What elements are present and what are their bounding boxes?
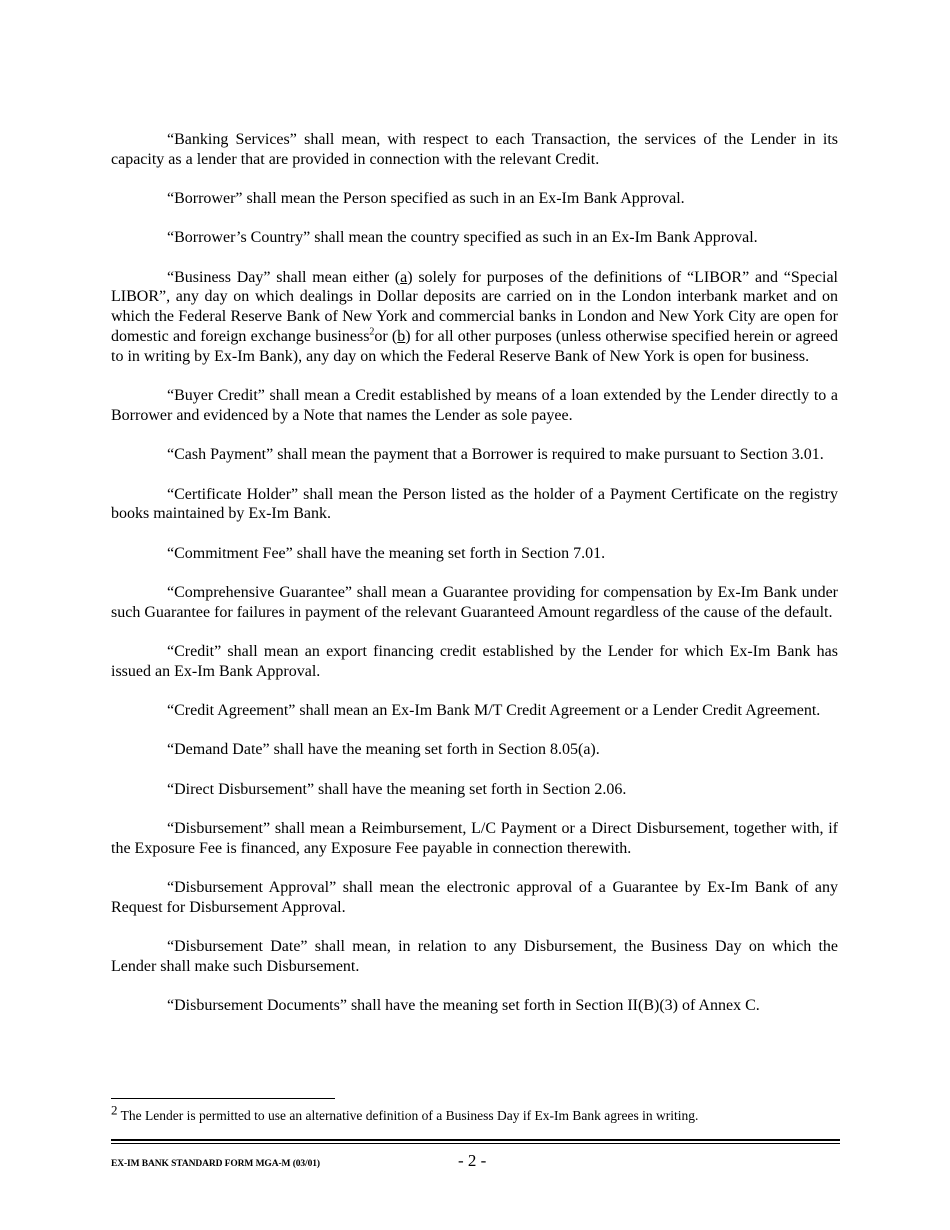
definition-disbursement-date: [111, 937, 838, 977]
definition-text: “Buyer Credit” shall mean a Credit established by means of a loan extended by the Lender directly to a Borrower and evidenced by a Note that names the Lender as sole payee.: [111, 387, 838, 424]
definition-credit: [111, 642, 838, 682]
definition-cash-payment: [111, 445, 838, 465]
footnote-number: 2: [111, 1102, 118, 1118]
definition-text: or (: [374, 328, 398, 346]
clause-marker-a: a: [400, 268, 408, 286]
definition-text: “Certificate Holder” shall mean the Person listed as the holder of a Payment Certificate on the registry books maintained by Ex-Im Bank.: [111, 485, 838, 523]
page-number: - 2 -: [458, 1151, 487, 1170]
definition-text: “Disbursement” shall mean a Reimbursement, L/C Payment or a Direct Disbursement, together with, if the Exposure Fee is financed, any Exposure Fee payable in connection therewith.: [111, 820, 838, 857]
form-identifier: EX-IM BANK STANDARD FORM MGA-M (03/01): [111, 1159, 320, 1169]
definition-text: “Demand Date” shall have the meaning set forth in Section 8.05(a).: [167, 741, 600, 759]
definition-disbursement-documents: [111, 996, 838, 1016]
definition-text: “Borrower” shall mean the Person specified as such in an Ex-Im Bank Approval.: [167, 190, 685, 208]
definition-text: “Direct Disbursement” shall have the meaning set forth in Section 2.06.: [167, 780, 627, 798]
definition-text: “Credit Agreement” shall mean an Ex-Im Bank M/T Credit Agreement or a Lender Credit Agreement.: [167, 702, 821, 720]
definition-text: “Banking Services” shall mean, with respect to each Transaction, the services of the Lender in its capacity as a lender that are provided in connection with the relevant Credit.: [111, 131, 838, 168]
definition-text: “Cash Payment” shall mean the payment that a Borrower is required to make pursuant to Section 3.01.: [167, 446, 824, 464]
definitions-section: [111, 130, 838, 1036]
definition-text: “Disbursement Date” shall mean, in relation to any Disbursement, the Business Day on which the Lender shall make such Disbursement.: [111, 938, 838, 976]
definition-buyer-credit: [111, 386, 838, 426]
definition-credit-agreement: [111, 701, 838, 721]
footer-rule-thick: [111, 1139, 840, 1141]
definition-text: ) for all other purposes (unless otherwise specified herein or agreed to in writing by Ex-Im Bank), any day on which the Federal Reserve Bank of New York is open for business.: [111, 328, 839, 365]
definition-text: ) solely for purposes of the definitions of “LIBOR” and “Special LIBOR”, any day on which dealings in Dollar deposits are carried on in the London interbank market and on which the Federal Reserve Bank of New York and commercial banks in London and New York City are open for domestic and foreign exchange business: [111, 268, 838, 346]
definition-direct-disbursement: [111, 780, 838, 800]
footnote-divider: [111, 1098, 335, 1099]
definition-borrowers-country: [111, 228, 838, 248]
definition-comprehensive-guarantee: [111, 583, 838, 623]
definition-text: “Business Day” shall mean either (: [167, 268, 401, 286]
definition-disbursement-approval: [111, 878, 838, 918]
definition-text: “Comprehensive Guarantee” shall mean a Guarantee providing for compensation by Ex-Im Bank under such Guarantee for failures in payment of the relevant Guaranteed Amount regardless of the cause of the default.: [111, 583, 838, 621]
definition-disbursement: [111, 819, 838, 859]
clause-marker-b: b: [397, 328, 406, 346]
definition-text: “Disbursement Approval” shall mean the electronic approval of a Guarantee by Ex-Im Bank of any Request for Disbursement Approval.: [111, 879, 838, 916]
definition-text: “Disbursement Documents” shall have the meaning set forth in Section II(B)(3) of Annex C.: [167, 997, 760, 1015]
definition-borrower: [111, 189, 838, 209]
definition-certificate-holder: [111, 485, 838, 525]
definition-text: “Commitment Fee” shall have the meaning set forth in Section 7.01.: [167, 544, 606, 562]
footnote-text: The Lender is permitted to use an alternative definition of a Business Day if Ex-Im Bank agrees in writing.: [120, 1108, 699, 1123]
footnote: [111, 1102, 838, 1124]
definition-banking-services: [111, 130, 838, 170]
definition-business-day: [111, 268, 838, 367]
definition-text: “Borrower’s Country” shall mean the country specified as such in an Ex-Im Bank Approval.: [167, 229, 758, 247]
definition-demand-date: [111, 740, 838, 760]
footer-rule-thin: [111, 1143, 840, 1144]
definition-commitment-fee: [111, 544, 838, 564]
definition-text: “Credit” shall mean an export financing credit established by the Lender for which Ex-Im Bank has issued an Ex-Im Bank Approval.: [111, 643, 838, 680]
footnote-reference[interactable]: 2: [369, 326, 375, 338]
